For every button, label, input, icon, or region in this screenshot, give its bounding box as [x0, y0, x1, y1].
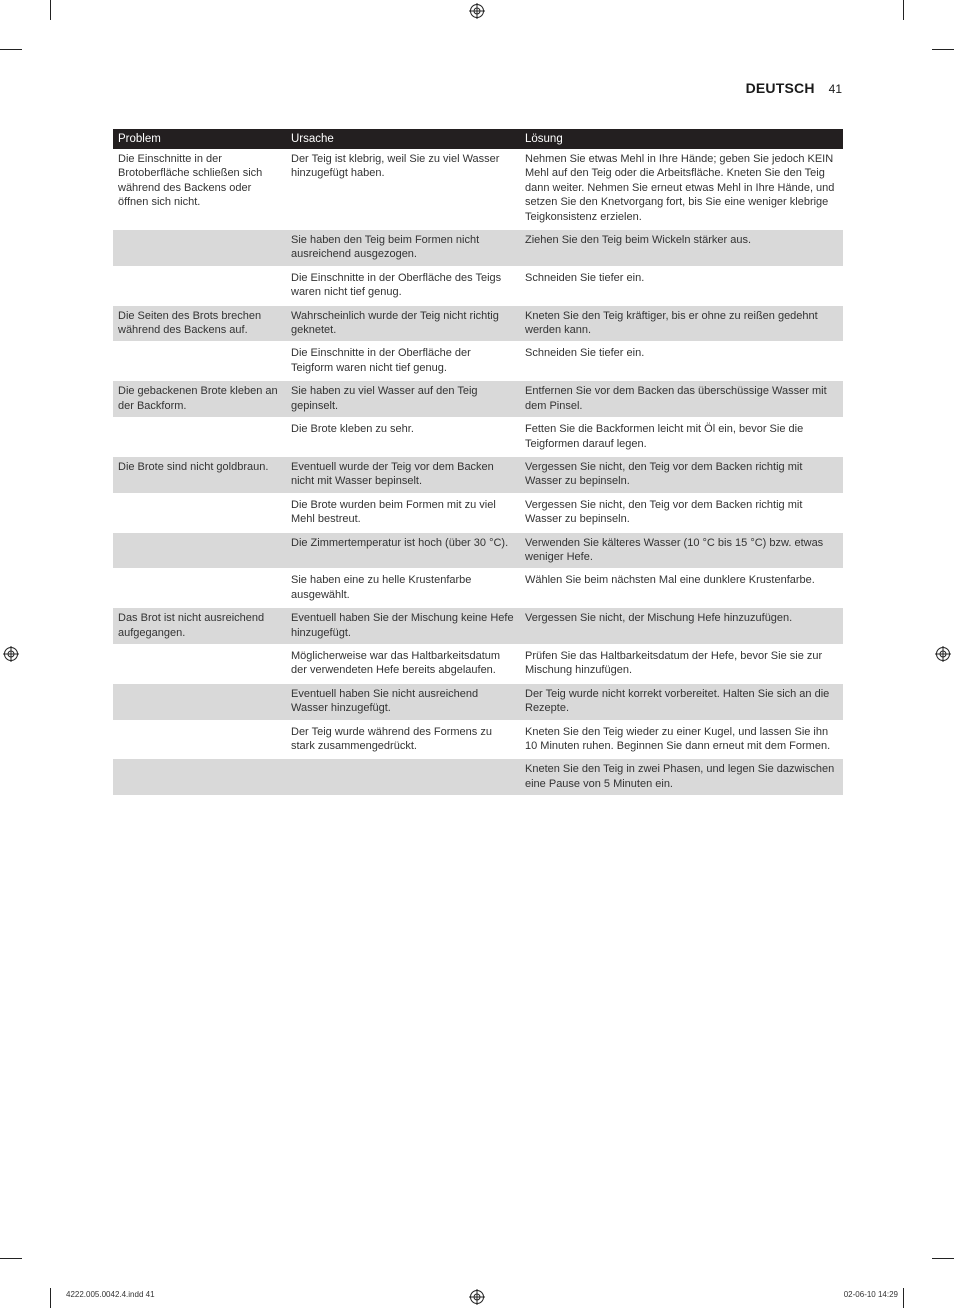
- crop-mark-icon: [903, 1288, 904, 1308]
- solution-cell: Kneten Sie den Teig kräftiger, bis er ohne zu reißen gedehnt werden kann.: [520, 305, 843, 343]
- page-number: 41: [828, 82, 842, 96]
- solution-cell: Fetten Sie die Backformen leicht mit Öl ein, bevor Sie die Teigformen darauf legen.: [520, 418, 843, 456]
- solution-cell: Vergessen Sie nicht, den Teig vor dem Backen richtig mit Wasser zu bepinseln.: [520, 494, 843, 532]
- table-row: [113, 607, 843, 645]
- table-row: [113, 418, 843, 456]
- cause-cell: Möglicherweise war das Haltbarkeitsdatum der verwendeten Hefe bereits abgelaufen.: [286, 645, 520, 683]
- problem-cell: Das Brot ist nicht ausreichend aufgegangen.: [113, 607, 286, 645]
- crop-mark-icon: [0, 1258, 22, 1259]
- page-header: [746, 80, 842, 96]
- problem-cell: [113, 569, 286, 607]
- table-body: [113, 149, 843, 796]
- problem-cell: [113, 532, 286, 570]
- solution-cell: Prüfen Sie das Haltbarkeitsdatum der Hefe, bevor Sie sie zur Mischung hinzufügen.: [520, 645, 843, 683]
- solution-cell: Verwenden Sie kälteres Wasser (10 °C bis 15 °C) bzw. etwas weniger Hefe.: [520, 532, 843, 570]
- section-language-title: DEUTSCH: [745, 80, 815, 96]
- solution-cell: Vergessen Sie nicht, der Mischung Hefe hinzuzufügen.: [520, 607, 843, 645]
- solution-cell: Vergessen Sie nicht, den Teig vor dem Backen richtig mit Wasser zu bepinseln.: [520, 456, 843, 494]
- table-row: [113, 721, 843, 759]
- problem-cell: Die Seiten des Brots brechen während des Backens auf.: [113, 305, 286, 343]
- cause-cell: Sie haben eine zu helle Krustenfarbe ausgewählt.: [286, 569, 520, 607]
- registration-mark-icon: [935, 646, 951, 662]
- problem-cell: [113, 645, 286, 683]
- cause-cell: Die Zimmertemperatur ist hoch (über 30 °C).: [286, 532, 520, 570]
- cause-cell: Der Teig ist klebrig, weil Sie zu viel Wasser hinzugefügt haben.: [286, 149, 520, 229]
- problem-cell: [113, 267, 286, 305]
- table-row: [113, 342, 843, 380]
- table-row: [113, 683, 843, 721]
- table-row: [113, 380, 843, 418]
- registration-mark-icon: [469, 3, 485, 19]
- footer-file-info: 4222.005.0042.4.indd 41: [66, 1290, 155, 1299]
- table-row: [113, 267, 843, 305]
- problem-cell: [113, 758, 286, 796]
- solution-cell: Schneiden Sie tiefer ein.: [520, 342, 843, 380]
- table-row: [113, 229, 843, 267]
- table-row: [113, 456, 843, 494]
- column-header-problem: Problem: [113, 129, 286, 149]
- crop-mark-icon: [903, 0, 904, 20]
- footer-datetime: 02-06-10 14:29: [843, 1290, 898, 1299]
- registration-mark-icon: [469, 1289, 485, 1305]
- cause-cell: [286, 758, 520, 796]
- table-row: [113, 305, 843, 343]
- table-row: [113, 645, 843, 683]
- cause-cell: Die Einschnitte in der Oberfläche der Teigform waren nicht tief genug.: [286, 342, 520, 380]
- table-header-row: [113, 129, 843, 149]
- column-header-cause: Ursache: [286, 129, 520, 149]
- problem-cell: [113, 683, 286, 721]
- cause-cell: Eventuell haben Sie nicht ausreichend Wasser hinzugefügt.: [286, 683, 520, 721]
- solution-cell: Entfernen Sie vor dem Backen das überschüssige Wasser mit dem Pinsel.: [520, 380, 843, 418]
- problem-cell: [113, 418, 286, 456]
- cause-cell: Eventuell wurde der Teig vor dem Backen nicht mit Wasser bepinselt.: [286, 456, 520, 494]
- solution-cell: Kneten Sie den Teig wieder zu einer Kugel, und lassen Sie ihn 10 Minuten ruhen. Beginnen Sie dann erneut mit dem Formen.: [520, 721, 843, 759]
- crop-mark-icon: [0, 49, 22, 50]
- solution-cell: Ziehen Sie den Teig beim Wickeln stärker aus.: [520, 229, 843, 267]
- problem-cell: [113, 494, 286, 532]
- problem-cell: Die Brote sind nicht goldbraun.: [113, 456, 286, 494]
- troubleshooting-table: [113, 129, 843, 797]
- cause-cell: Sie haben zu viel Wasser auf den Teig gepinselt.: [286, 380, 520, 418]
- solution-cell: Der Teig wurde nicht korrekt vorbereitet. Halten Sie sich an die Rezepte.: [520, 683, 843, 721]
- crop-mark-icon: [50, 0, 51, 20]
- problem-cell: [113, 342, 286, 380]
- solution-cell: Schneiden Sie tiefer ein.: [520, 267, 843, 305]
- table-row: [113, 149, 843, 229]
- problem-cell: [113, 229, 286, 267]
- cause-cell: Wahrscheinlich wurde der Teig nicht richtig geknetet.: [286, 305, 520, 343]
- problem-cell: Die Einschnitte in der Brotoberfläche schließen sich während des Backens oder öffnen sich nicht.: [113, 149, 286, 229]
- solution-cell: Nehmen Sie etwas Mehl in Ihre Hände; geben Sie jedoch KEIN Mehl auf den Teig oder die Arbeitsfläche. Kneten Sie den Teig dann weiter. Nehmen Sie erneut etwas Mehl in Ihre Hände, und setzen Sie den Knetvorgang fort, bis Sie eine weniger klebrige Teigkonsistenz erzielen.: [520, 149, 843, 229]
- solution-cell: Wählen Sie beim nächsten Mal eine dunklere Krustenfarbe.: [520, 569, 843, 607]
- cause-cell: Sie haben den Teig beim Formen nicht ausreichend ausgezogen.: [286, 229, 520, 267]
- crop-mark-icon: [932, 49, 954, 50]
- table-row: [113, 532, 843, 570]
- cause-cell: Die Brote kleben zu sehr.: [286, 418, 520, 456]
- column-header-solution: Lösung: [520, 129, 843, 149]
- table-row: [113, 494, 843, 532]
- cause-cell: Der Teig wurde während des Formens zu stark zusammengedrückt.: [286, 721, 520, 759]
- crop-mark-icon: [50, 1288, 51, 1308]
- cause-cell: Die Brote wurden beim Formen mit zu viel Mehl bestreut.: [286, 494, 520, 532]
- cause-cell: Eventuell haben Sie der Mischung keine Hefe hinzugefügt.: [286, 607, 520, 645]
- problem-cell: [113, 721, 286, 759]
- cause-cell: Die Einschnitte in der Oberfläche des Teigs waren nicht tief genug.: [286, 267, 520, 305]
- table-row: [113, 758, 843, 796]
- table-row: [113, 569, 843, 607]
- solution-cell: Kneten Sie den Teig in zwei Phasen, und legen Sie dazwischen eine Pause von 5 Minuten ein.: [520, 758, 843, 796]
- problem-cell: Die gebackenen Brote kleben an der Backform.: [113, 380, 286, 418]
- crop-mark-icon: [932, 1258, 954, 1259]
- registration-mark-icon: [3, 646, 19, 662]
